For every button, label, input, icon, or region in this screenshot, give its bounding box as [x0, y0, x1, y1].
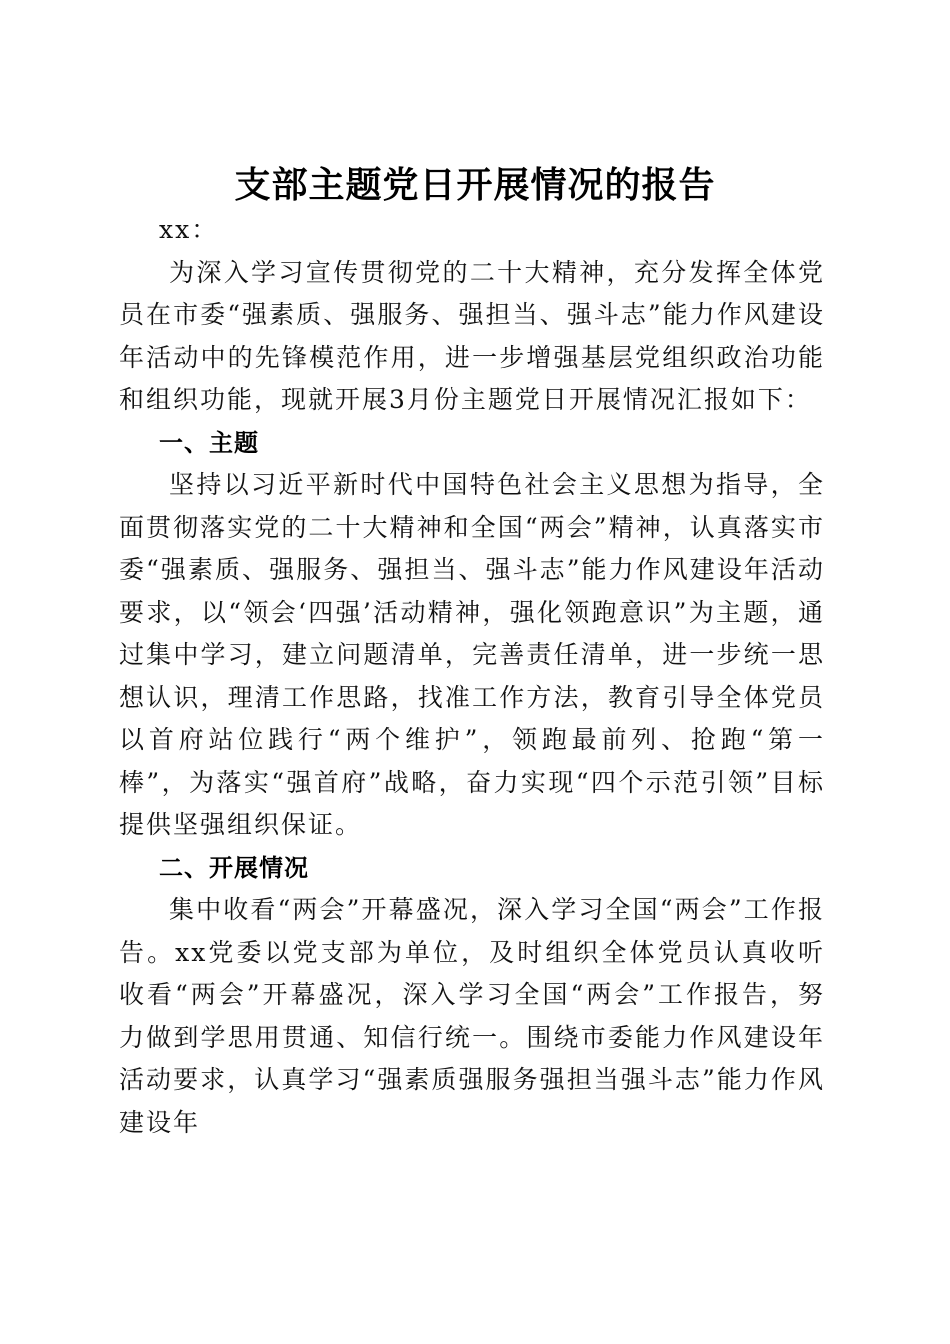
section-paragraph-progress: 集中收看“两会”开幕盛况，深入学习全国“两会”工作报告。xx党委以党支部为单位，及时组织全体党员认真收听收看“两会”开幕盛况，深入学习全国“两会”工作报告，努力做到学思用贯通、知信行统一。围绕市委能力作风建设年活动要求，认真学习“强素质强服务强担当强斗志”能力作风建设年: [119, 895, 825, 1137]
document-title: 支部主题党日开展情况的报告: [234, 164, 716, 207]
document-body: [119, 209, 825, 1144]
salutation: xx：: [159, 215, 219, 244]
section-paragraph-theme: 坚持以习近平新时代中国特色社会主义思想为指导，全面贯彻落实党的二十大精神和全国“两会”精神，认真落实市委“强素质、强服务、强担当、强斗志”能力作风建设年活动要求，以“领会‘四强’活动精神，强化领跑意识”为主题，通过集中学习，建立问题清单，完善责任清单，进一步统一思想认识，理清工作思路，找准工作方法，教育引导全体党员以首府站位践行“两个维护”，领跑最前列、抢跑“第一棒”，为落实“强首府”战略，奋力实现“四个示范引领”目标提供坚强组织保证。: [119, 470, 825, 839]
intro-paragraph: 为深入学习宣传贯彻党的二十大精神，充分发挥全体党员在市委“强素质、强服务、强担当、强斗志”能力作风建设年活动中的先锋模范作用，进一步增强基层党组织政治功能和组织功能，现就开展3月份主题党日开展情况汇报如下：: [119, 257, 825, 414]
section-heading-progress: 二、开展情况: [159, 853, 309, 882]
section-heading-theme: 一、主题: [159, 428, 259, 457]
